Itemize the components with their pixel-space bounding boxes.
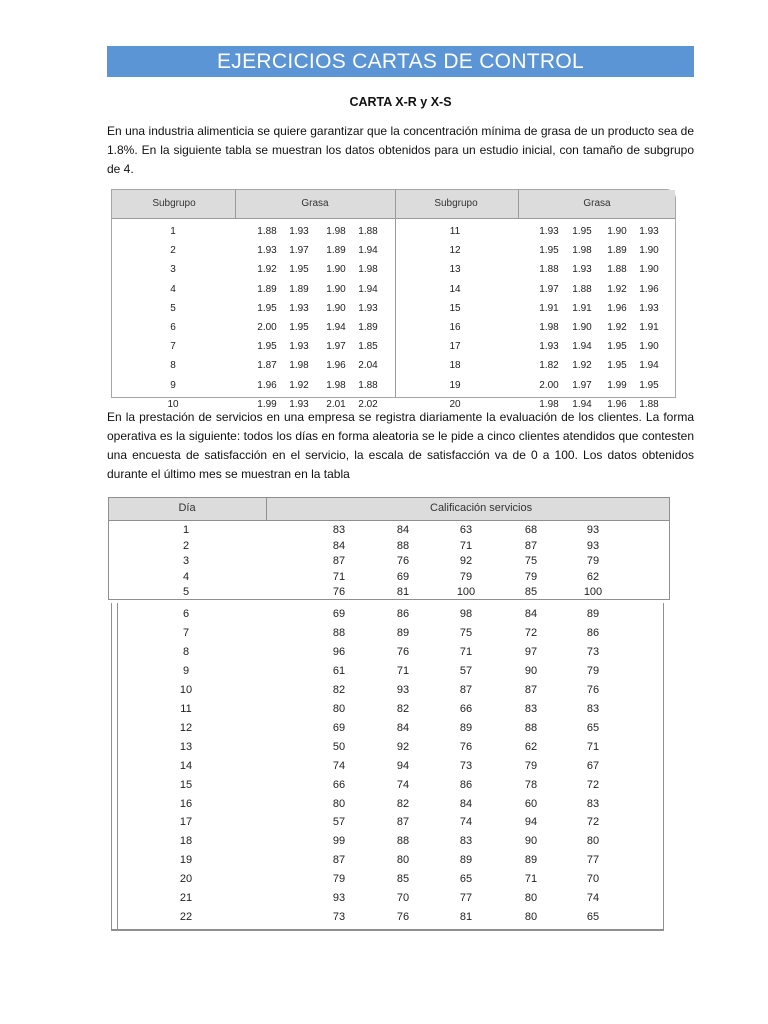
table-cell: 2.00 [539,379,559,391]
day-number: 2 [182,539,190,552]
table-cell: 73 [586,645,600,658]
table-cell: 1.97 [539,283,559,295]
table-cell: 74 [586,892,600,905]
table-cell: 72 [524,626,538,639]
table-cell: 81 [396,586,410,598]
table-cell: 76 [396,555,410,567]
page-title-banner: EJERCICIOS CARTAS DE CONTROL [107,46,694,77]
table-cell: 1.95 [539,245,559,257]
table-border-left [108,521,109,600]
table-cell: 1.93 [257,245,277,257]
table-cell: 89 [524,854,538,867]
table-cell: 1.89 [257,283,277,295]
table-cell: 88 [332,626,346,639]
table-cell: 1.96 [639,283,659,295]
table-cell: 1.93 [289,398,309,410]
subgroup-number: 8 [170,360,176,372]
table-cell: 65 [586,721,600,734]
table-cell: 83 [586,702,600,715]
table-cell: 1.96 [326,360,346,372]
table-cell: 2.04 [358,360,378,372]
table-cell: 1.92 [289,379,309,391]
table-cell: 1.90 [326,302,346,314]
table-cell: 1.95 [639,379,659,391]
day-number: 1 [182,524,190,536]
day-number: 17 [179,816,193,829]
table-cell: 1.93 [639,302,659,314]
table-cell: 87 [524,539,538,552]
table-cell: 86 [586,626,600,639]
table-cell: 93 [586,539,600,552]
table-cell: 1.95 [257,302,277,314]
table-cell: 1.88 [358,379,378,391]
table-cell: 74 [332,759,346,772]
table-cell: 1.89 [358,322,378,333]
table-cell: 1.99 [257,398,277,410]
table-cell: 1.90 [326,264,346,276]
table-cell: 1.82 [539,360,559,372]
subgroup-number: 14 [449,283,461,295]
table-cell: 1.97 [289,245,309,257]
header-divider-vertical [266,497,267,521]
table-cell: 84 [396,721,410,734]
table-cell: 79 [524,759,538,772]
table-cell: 100 [456,586,476,598]
table-cell: 96 [332,645,346,658]
table-cell: 1.88 [572,283,592,295]
table-cell: 1.94 [358,283,378,295]
table-cell: 72 [586,778,600,791]
table-cell: 2.02 [358,398,378,410]
table-cell: 71 [586,740,600,753]
header-divider-vertical [235,190,236,218]
table-cell: 87 [332,555,346,567]
table-cell: 1.88 [639,398,659,410]
table-cell: 71 [524,873,538,886]
subgroup-number: 6 [170,322,176,333]
table-cell: 61 [332,664,346,677]
table-cell: 81 [459,911,473,924]
column-header: Calificación servicios [430,502,533,514]
table-cell: 89 [586,608,600,620]
table-cell: 87 [332,854,346,867]
table-cell: 76 [396,911,410,924]
subgroup-number: 18 [449,360,461,372]
table-cell: 73 [332,911,346,924]
table-cell: 84 [524,608,538,620]
table-cell: 94 [396,759,410,772]
day-number: 8 [182,645,190,658]
table-cell: 1.93 [572,264,592,276]
table-cell: 1.98 [289,360,309,372]
table-cell: 66 [459,702,473,715]
day-number: 7 [182,626,190,639]
table-cell: 1.95 [607,360,627,372]
day-number: 6 [182,608,190,620]
subgroup-number: 1 [170,226,176,237]
table-cell: 99 [332,835,346,848]
table-cell: 71 [459,539,473,552]
table-cell: 65 [586,911,600,924]
table-cell: 84 [459,797,473,810]
table-cell: 1.92 [607,322,627,333]
table-cell: 1.92 [572,360,592,372]
table-cell: 79 [586,664,600,677]
table-cell: 85 [396,873,410,886]
day-number: 11 [180,702,192,715]
table-cell: 76 [459,740,473,753]
table-cell: 1.94 [326,322,346,333]
subgroup-number: 7 [170,341,176,353]
table-cell: 66 [332,778,346,791]
table-cell: 1.90 [639,264,659,276]
table-cell: 60 [524,797,538,810]
table-border-right [669,521,670,600]
table-cell: 84 [332,539,346,552]
table-cell: 69 [332,721,346,734]
table-cell: 76 [586,683,600,696]
table-cell: 1.95 [289,322,309,333]
table-cell: 78 [524,778,538,791]
day-number: 19 [179,854,193,867]
day-number: 12 [179,721,193,734]
table-cell: 97 [524,645,538,658]
subgroup-number: 10 [167,398,179,410]
table-cell: 1.87 [257,360,277,372]
table-border-right [663,603,664,930]
subgroup-number: 2 [170,245,176,257]
table-cell: 70 [396,892,410,905]
subgroup-number: 17 [449,341,461,353]
table-cell: 1.93 [639,226,659,237]
table-border-left-inner [117,603,118,930]
column-header: Subgrupo [434,198,478,209]
table-cell: 1.88 [607,264,627,276]
table-cell: 1.88 [257,226,277,237]
table-cell: 94 [524,816,538,829]
table-cell: 1.95 [289,264,309,276]
table-cell: 88 [524,721,538,734]
exercise-2-text: En la prestación de servicios en una empresa se registra diariamente la evaluación de los clientes. La forma operativa es la siguiente: todos los días en forma aleatoria se le pide a cinco clientes atendidos que contesten una encuesta de satisfacción en el servicio, la escala de satisfacción va de 0 a 100. Los datos obtenidos durante el último mes se muestran en la tabla [107,410,694,481]
table-cell: 1.98 [539,398,559,410]
table-cell: 79 [459,570,473,583]
subgroup-number: 12 [449,245,461,257]
table-cell: 1.85 [358,341,378,353]
table-cell: 90 [524,664,538,677]
subgroup-number: 4 [170,283,176,295]
table-border-left [111,603,112,930]
table-cell: 1.94 [639,360,659,372]
table-cell: 1.93 [289,341,309,353]
table-cell: 69 [396,570,410,583]
table-cell: 82 [396,702,410,715]
table-cell: 80 [586,835,600,848]
table-cell: 1.91 [539,302,559,314]
table-cell: 1.90 [639,341,659,353]
table-cell: 1.94 [572,398,592,410]
column-header: Día [178,502,196,514]
column-header: Grasa [301,198,329,209]
calificacion-data-table [108,497,670,932]
table-cell: 2.00 [257,322,277,333]
table-cell: 1.89 [289,283,309,295]
table-cell: 80 [524,911,538,924]
table-section-divider [108,599,670,600]
table-cell: 1.95 [607,341,627,353]
table-cell: 1.90 [326,283,346,295]
table-cell: 92 [459,555,473,567]
table-cell: 1.96 [607,302,627,314]
day-number: 21 [179,892,193,905]
day-number: 14 [179,759,193,772]
grasa-data-table [111,189,676,410]
table-cell: 62 [586,570,600,583]
table-cell: 100 [583,586,603,598]
table-cell: 1.91 [572,302,592,314]
table-cell: 50 [332,740,346,753]
table-cell: 1.92 [607,283,627,295]
table-cell: 57 [459,664,473,677]
table-cell: 80 [332,702,346,715]
day-number: 22 [179,911,193,924]
day-number: 10 [179,683,193,696]
table-cell: 82 [332,683,346,696]
column-header: Subgrupo [152,198,196,209]
subgroup-number: 20 [449,398,461,410]
exercise-1-text: En una industria alimenticia se quiere garantizar que la concentración mínima de grasa de un producto sea de 1.8%. En la siguiente tabla se muestran los datos obtenidos para un estudio inicial, con tamaño de subgrupo de 4. [107,124,694,176]
table-border-bottom [111,929,664,931]
table-cell: 71 [396,664,410,677]
table-cell: 86 [459,778,473,791]
table-cell: 79 [586,555,600,567]
table-cell: 1.98 [572,245,592,257]
table-cell: 89 [459,854,473,867]
table-cell: 75 [524,555,538,567]
subgroup-number: 3 [170,264,176,276]
day-number: 4 [182,570,190,583]
table-cell: 1.88 [539,264,559,276]
table-cell: 1.93 [539,341,559,353]
table-cell: 69 [332,608,346,620]
table-cell: 80 [524,892,538,905]
day-number: 18 [179,835,193,848]
table-cell: 1.89 [607,245,627,257]
table-cell: 2.01 [326,398,346,410]
table-cell: 67 [586,759,600,772]
table-cell: 1.91 [639,322,659,333]
table-cell: 93 [396,683,410,696]
table-cell: 1.95 [257,341,277,353]
table-cell: 83 [459,835,473,848]
table-cell: 88 [396,835,410,848]
table-cell: 74 [459,816,473,829]
table-cell: 86 [396,608,410,620]
table-cell: 73 [459,759,473,772]
day-number: 5 [182,586,190,598]
table-cell: 1.98 [539,322,559,333]
table-cell: 1.98 [326,379,346,391]
table-cell: 75 [459,626,473,639]
table-cell: 98 [459,608,473,620]
table-cell: 62 [524,740,538,753]
table-cell: 89 [396,626,410,639]
table-cell: 71 [332,570,346,583]
table-cell: 83 [332,524,346,536]
table-cell: 1.98 [326,226,346,237]
table-cell: 1.90 [639,245,659,257]
table-cell: 93 [586,524,600,536]
table-cell: 1.92 [257,264,277,276]
table-cell: 87 [396,816,410,829]
subgroup-number: 15 [449,302,461,314]
day-number: 9 [182,664,190,677]
table-cell: 1.97 [326,341,346,353]
table-cell: 1.93 [539,226,559,237]
table-cell: 1.98 [358,264,378,276]
table-cell: 76 [396,645,410,658]
table-cell: 84 [396,524,410,536]
subgroup-number: 9 [170,379,176,391]
table-cell: 1.97 [572,379,592,391]
day-number: 16 [179,797,193,810]
subgroup-number: 5 [170,302,176,314]
table-cell: 80 [332,797,346,810]
table-cell: 77 [459,892,473,905]
table-cell: 74 [396,778,410,791]
table-cell: 1.90 [572,322,592,333]
table-cell: 87 [459,683,473,696]
table-cell: 89 [459,721,473,734]
table-cell: 90 [524,835,538,848]
subgroup-number: 19 [449,379,461,391]
subgroup-number: 11 [449,226,461,237]
day-number: 20 [179,873,193,886]
table-cell: 79 [332,873,346,886]
day-number: 15 [179,778,193,791]
day-number: 13 [179,740,193,753]
table-cell: 1.94 [572,341,592,353]
table-cell: 80 [396,854,410,867]
table-cell: 88 [396,539,410,552]
table-cell: 76 [332,586,346,598]
table-cell: 1.96 [607,398,627,410]
table-cell: 65 [459,873,473,886]
section-subtitle: CARTA X-R y X-S [349,95,452,109]
subgroup-number: 16 [449,322,461,333]
table-cell: 1.93 [358,302,378,314]
header-divider-vertical [518,190,519,218]
table-cell: 93 [332,892,346,905]
table-cell: 1.90 [607,226,627,237]
table-cell: 1.96 [257,379,277,391]
table-cell: 72 [586,816,600,829]
table-cell: 85 [524,586,538,598]
table-cell: 83 [586,797,600,810]
table-cell: 70 [586,873,600,886]
table-cell: 1.94 [358,245,378,257]
subgroup-number: 13 [449,264,461,276]
table-cell: 1.93 [289,226,309,237]
table-cell: 68 [524,524,538,536]
table-cell: 77 [586,854,600,867]
header-divider [112,218,675,219]
table-cell: 71 [459,645,473,658]
column-header: Grasa [583,198,611,209]
table-cell: 63 [459,524,473,536]
table-cell: 1.93 [289,302,309,314]
table-cell: 87 [524,683,538,696]
day-number: 3 [182,555,190,567]
table-cell: 1.95 [572,226,592,237]
table-cell: 83 [524,702,538,715]
table-cell: 92 [396,740,410,753]
table-cell: 57 [332,816,346,829]
table-cell: 1.88 [358,226,378,237]
table-cell: 1.99 [607,379,627,391]
table-cell: 82 [396,797,410,810]
table-cell: 1.89 [326,245,346,257]
table-cell: 79 [524,570,538,583]
